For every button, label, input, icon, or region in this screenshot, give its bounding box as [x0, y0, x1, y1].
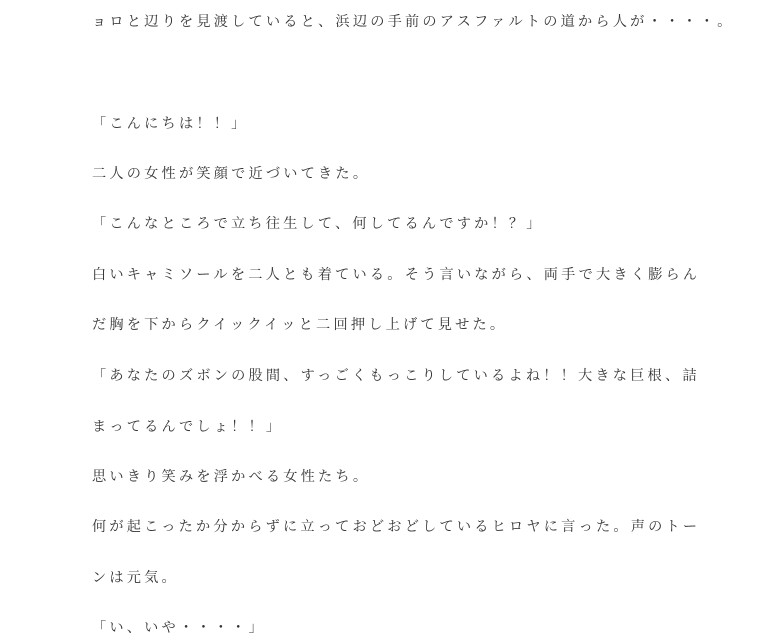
text-line-4: 「こんなところで立ち往生して、何してるんですか！？」 [92, 216, 544, 232]
text-line-8: まってるんでしょ！！」 [92, 419, 284, 435]
text-line-3: 二人の女性が笑顔で近づいてきた。 [92, 166, 371, 182]
text-line-12: 「い、いや・・・・」 [92, 620, 266, 636]
text-line-10: 何が起こったか分からずに立っておどおどしているヒロヤに言った。声のトー [92, 519, 701, 535]
text-line-9: 思いきり笑みを浮かべる女性たち。 [92, 469, 371, 485]
text-line-1: ョロと辺りを見渡していると、浜辺の手前のアスファルトの道から人が・・・・。 [92, 14, 735, 30]
text-line-7: 「あなたのズボンの股間、すっごくもっこりしているよね！！大きな巨根、詰 [92, 368, 700, 384]
text-line-11: ンは元気。 [92, 570, 179, 586]
text-line-6: だ胸を下からクイックイッと二回押し上げて見せた。 [92, 317, 508, 333]
text-line-5: 白いキャミソールを二人とも着ている。そう言いながら、両手で大きく膨らん [92, 267, 701, 283]
text-line-2: 「こんにちは！！」 [92, 116, 249, 132]
